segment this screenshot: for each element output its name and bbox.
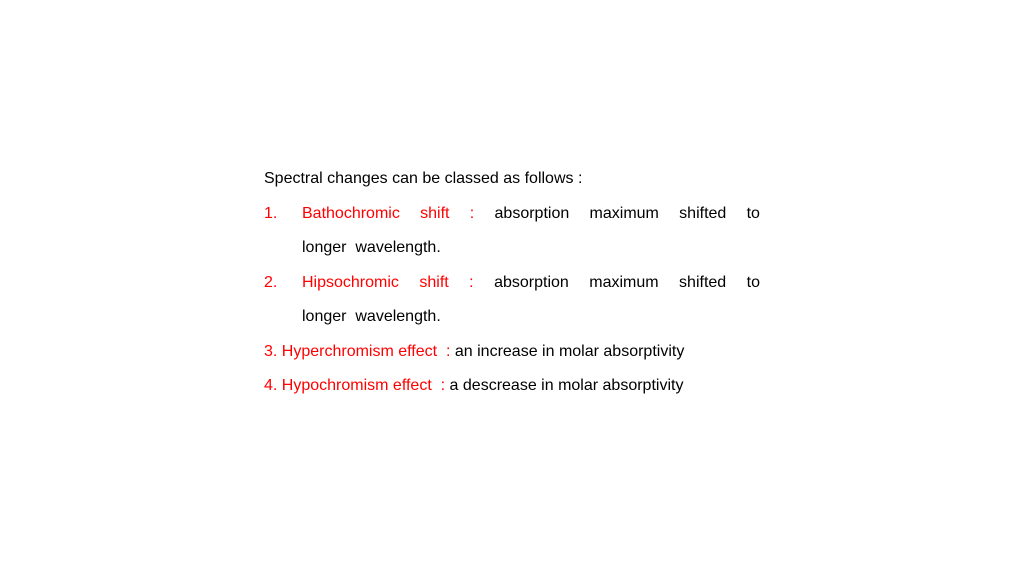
term-word: Hipsochromic (302, 273, 399, 291)
item-term: 4. Hypochromism effect : (264, 377, 446, 394)
list-item-2 (264, 266, 760, 335)
definition-word: to (746, 204, 760, 222)
item-term: 3. Hyperchromism effect : (264, 342, 451, 360)
definition-word: shifted (679, 273, 727, 291)
definition-word: maximum (589, 204, 659, 222)
definition-word: maximum (589, 273, 659, 291)
item-definition: an increase in molar absorptivity (450, 342, 685, 360)
term-word: shift (420, 204, 450, 222)
term-colon: : (469, 204, 475, 222)
list-item-4 (264, 369, 760, 404)
intro-line: Spectral changes can be classed as follows : (264, 170, 583, 187)
item-definition: a descrease in molar absorptivity (445, 377, 684, 394)
term-word: shift (419, 273, 449, 291)
term-word: Bathochromic (302, 204, 400, 222)
continuation-line: longer wavelength. (302, 308, 441, 325)
continuation-line: longer wavelength. (302, 239, 441, 256)
list-item-1 (264, 197, 760, 266)
term-colon: : (469, 273, 474, 291)
item-number: 2. (264, 273, 278, 291)
definition-word: to (746, 273, 760, 291)
definition-word: absorption (494, 273, 569, 291)
text-block (264, 162, 760, 404)
list-item-3 (264, 335, 760, 370)
definition-word: absorption (494, 204, 570, 222)
item-number: 1. (264, 204, 278, 222)
definition-word: shifted (679, 204, 727, 222)
